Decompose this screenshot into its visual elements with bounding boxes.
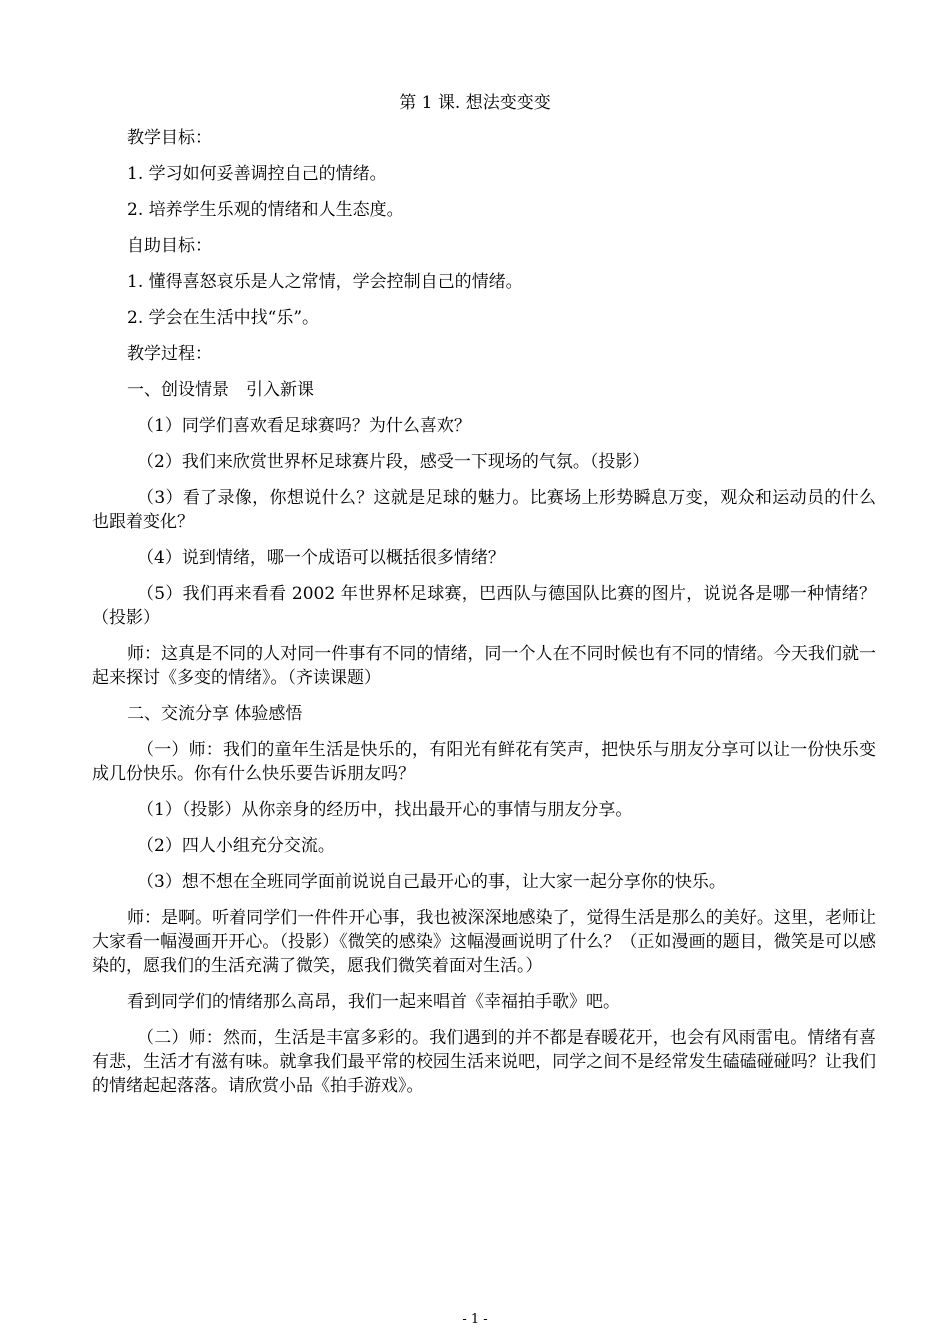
page-number: - 1 - xyxy=(462,1312,488,1327)
paragraph: 教学目标： xyxy=(127,128,212,148)
paragraph: （2）四人小组充分交流。 xyxy=(137,836,335,856)
paragraph: 师：这真是不同的人对同一件事有不同的情绪，同一个人在不同时候也有不同的情绪。今天我们就一起来探讨《多变的情绪》。（齐读课题） xyxy=(92,644,876,688)
lesson-title: 第 1 课. 想法变变变 xyxy=(399,93,551,113)
section-heading: 一、创设情景 引入新课 xyxy=(127,380,314,400)
paragraph: （3）想不想在全班同学面前说说自己最开心的事，让大家一起分享你的快乐。 xyxy=(137,872,726,892)
paragraph: 看到同学们的情绪那么高昂，我们一起来唱首《幸福拍手歌》吧。 xyxy=(127,992,620,1012)
paragraph: 1. 学习如何妥善调控自己的情绪。 xyxy=(127,164,387,184)
section-heading: 二、交流分享 体验感悟 xyxy=(127,704,303,724)
paragraph: （二）师：然而，生活是丰富多彩的。我们遇到的并不都是春暖花开，也会有风雨雷电。情绪有喜有悲，生活才有滋有味。就拿我们最平常的校园生活来说吧，同学之间不是经常发生磕磕碰碰吗？让我们的情绪起起落落。请欣赏小品《拍手游戏》。 xyxy=(92,1028,876,1096)
paragraph: （4）说到情绪，哪一个成语可以概括很多情绪？ xyxy=(137,548,505,568)
document-body xyxy=(92,126,876,1110)
paragraph: 师：是啊。听着同学们一件件开心事，我也被深深地感染了，觉得生活是那么的美好。这里，老师让大家看一幅漫画开开心。（投影）《微笑的感染》这幅漫画说明了什么？（正如漫画的题目，微笑是可以感染的，愿我们的生活充满了微笑，愿我们微笑着面对生活。） xyxy=(92,908,876,976)
paragraph: （1）同学们喜欢看足球赛吗？为什么喜欢？ xyxy=(137,416,471,436)
paragraph: 教学过程： xyxy=(127,344,212,364)
paragraph: （一）师：我们的童年生活是快乐的，有阳光有鲜花有笑声，把快乐与朋友分享可以让一份快乐变成几份快乐。你有什么快乐要告诉朋友吗？ xyxy=(92,740,876,784)
paragraph: （1）（投影）从你亲身的经历中，找出最开心的事情与朋友分享。 xyxy=(137,800,633,820)
paragraph: 2. 学会在生活中找“乐”。 xyxy=(127,308,320,328)
paragraph: （3）看了录像，你想说什么？这就是足球的魅力。比赛场上形势瞬息万变，观众和运动员的什么也跟着变化？ xyxy=(92,488,876,532)
paragraph: （2）我们来欣赏世界杯足球赛片段，感受一下现场的气氛。（投影） xyxy=(137,452,650,472)
paragraph: 2. 培养学生乐观的情绪和人生态度。 xyxy=(127,200,404,220)
paragraph: 自助目标： xyxy=(127,236,212,256)
paragraph: 1. 懂得喜怒哀乐是人之常情，学会控制自己的情绪。 xyxy=(127,272,523,292)
paragraph: （5）我们再来看看 2002 年世界杯足球赛，巴西队与德国队比赛的图片，说说各是哪一种情绪？（投影） xyxy=(92,584,876,628)
